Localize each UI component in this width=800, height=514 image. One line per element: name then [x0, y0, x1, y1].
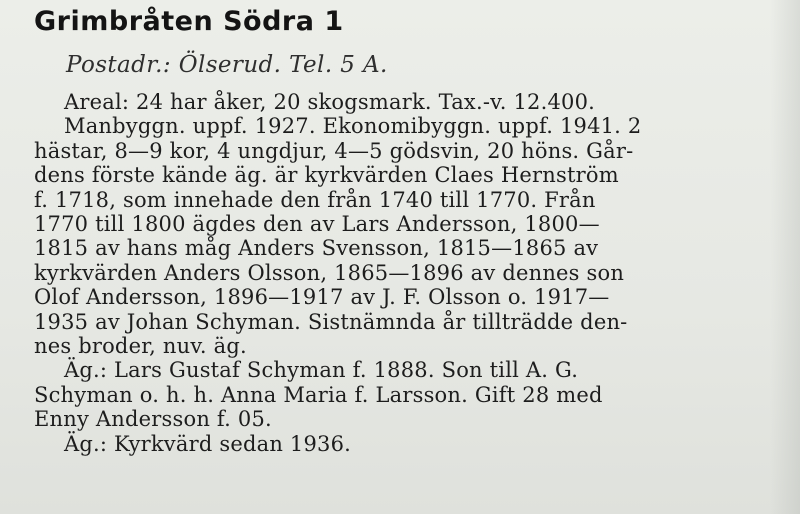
text-line: dens förste kände äg. är kyrkvärden Claes Hernström: [34, 163, 619, 188]
text-line: hästar, 8—9 kor, 4 ungdjur, 4—5 gödsvin, 20 höns. Går-: [34, 138, 634, 163]
text-line: Manbyggn. uppf. 1927. Ekonomibyggn. uppf. 1941. 2: [64, 114, 642, 139]
text-line: 1935 av Johan Schyman. Sistnämnda år tillträdde den-: [34, 309, 628, 334]
entry-title: Grimbråten Södra 1: [34, 6, 344, 37]
text-line: 1815 av hans måg Anders Svensson, 1815—1865 av: [34, 236, 599, 261]
postal-address: Postadr.: Ölserud. Tel. 5 A.: [66, 52, 388, 78]
owner-line: Äg.: Kyrkvärd sedan 1936.: [64, 431, 352, 456]
text-line: f. 1718, som innehade den från 1740 till 1770. Från: [34, 187, 596, 212]
text-line: nes broder, nuv. äg.: [34, 334, 247, 359]
owner-line: Äg.: Lars Gustaf Schyman f. 1888. Son till A. G.: [64, 358, 579, 383]
area-line: Areal: 24 har åker, 20 skogsmark. Tax.-v. 12.400.: [64, 90, 596, 114]
text-line: Olof Andersson, 1896—1917 av J. F. Olsson o. 1917—: [34, 285, 610, 310]
text-line: kyrkvärden Anders Olsson, 1865—1896 av dennes son: [34, 260, 625, 285]
text-line: Enny Andersson f. 05.: [34, 407, 272, 432]
page-edge-shadow: [770, 0, 800, 514]
text-line: 1770 till 1800 ägdes den av Lars Andersson, 1800—: [34, 212, 600, 237]
text-line: Schyman o. h. h. Anna Maria f. Larsson. Gift 28 med: [34, 382, 603, 407]
entry-body: [34, 90, 774, 456]
